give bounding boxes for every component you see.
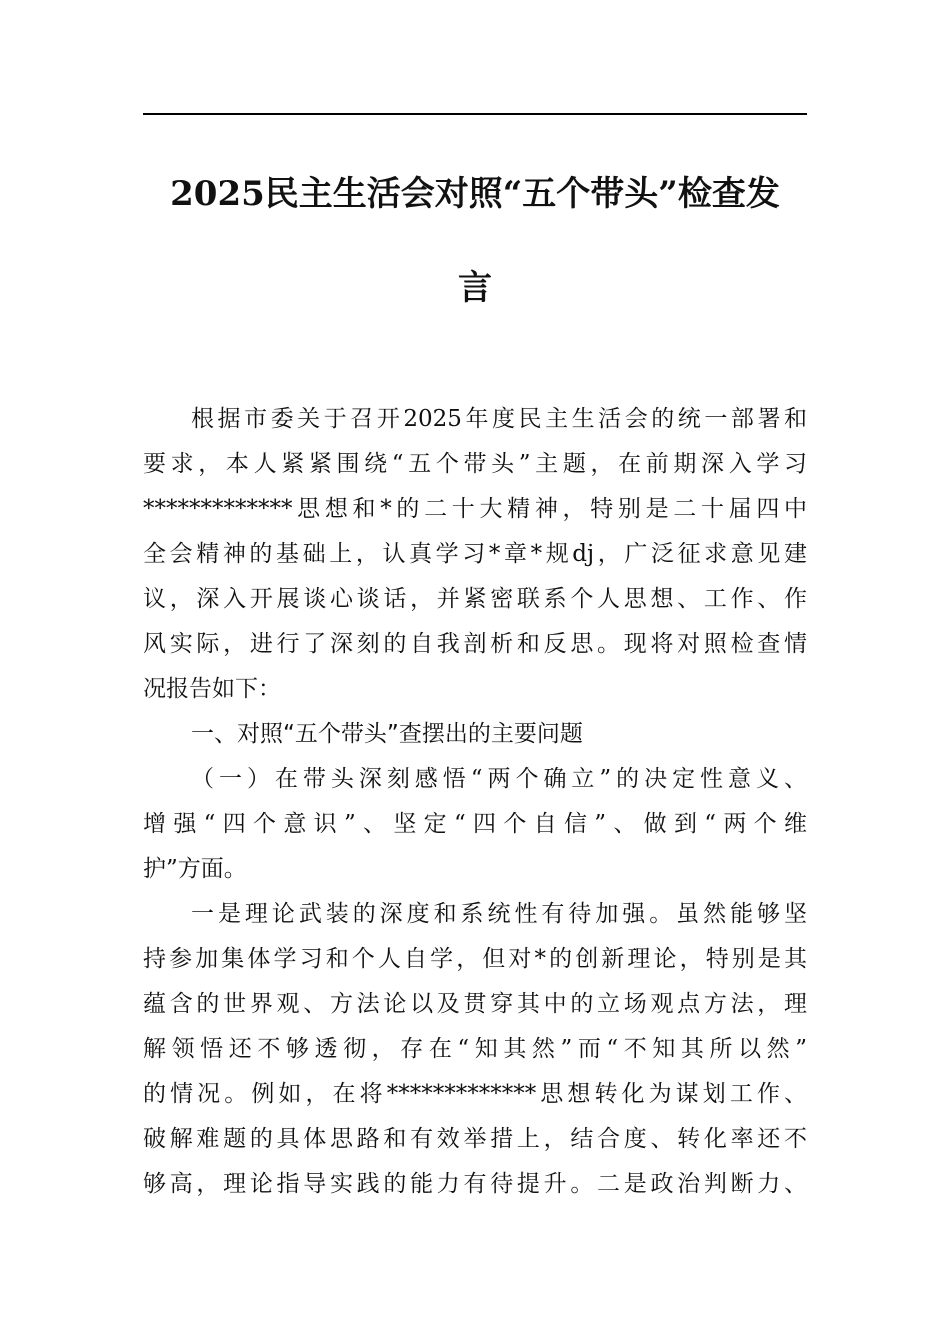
paragraph-1-line: 议，深入开展谈心谈话，并紧密联系个人思想、工作、作 <box>143 586 807 612</box>
title-line-1: 2025民主生活会对照“五个带头”检查发 <box>170 174 780 214</box>
paragraph-2-line: 持参加集体学习和个人自学，但对*的创新理论，特别是其 <box>143 946 807 972</box>
paragraph-1-line: 况报告如下： <box>143 676 281 702</box>
paragraph-1-line: *************思想和*的二十大精神，特别是二十届四中 <box>143 496 807 522</box>
document-body <box>143 397 807 1207</box>
subsection-line: 护”方面。 <box>143 856 247 882</box>
paragraph-1-line: 风实际，进行了深刻的自我剖析和反思。现将对照检查情 <box>143 631 807 657</box>
paragraph-1-line: 要求，本人紧紧围绕“五个带头”主题，在前期深入学习 <box>143 451 807 477</box>
paragraph-2-line: 破解难题的具体思路和有效举措上，结合度、转化率还不 <box>143 1126 807 1152</box>
paragraph-2-line: 解领悟还不够透彻，存在“知其然”而“不知其所以然” <box>143 1036 807 1062</box>
paragraph-2-line: 蕴含的世界观、方法论以及贯穿其中的立场观点方法，理 <box>143 991 807 1017</box>
title-line-2: 言 <box>458 268 492 308</box>
paragraph-2-line: 一是理论武装的深度和系统性有待加强。虽然能够坚 <box>191 901 807 927</box>
document-title <box>143 168 807 314</box>
subsection-line: （一）在带头深刻感悟“两个确立”的决定性意义、 <box>191 766 807 792</box>
header-rule <box>143 113 807 115</box>
paragraph-2-line: 够高，理论指导实践的能力有待提升。二是政治判断力、 <box>143 1171 807 1197</box>
subsection-line: 增强“四个意识”、坚定“四个自信”、做到“两个维 <box>143 811 807 837</box>
paragraph-1-line: 根据市委关于召开2025年度民主生活会的统一部署和 <box>191 406 807 432</box>
section-heading: 一、对照“五个带头”查摆出的主要问题 <box>191 721 583 747</box>
paragraph-2-line: 的情况。例如，在将*************思想转化为谋划工作、 <box>143 1081 807 1107</box>
paragraph-1-line: 全会精神的基础上，认真学习*章*规dj，广泛征求意见建 <box>143 541 807 567</box>
